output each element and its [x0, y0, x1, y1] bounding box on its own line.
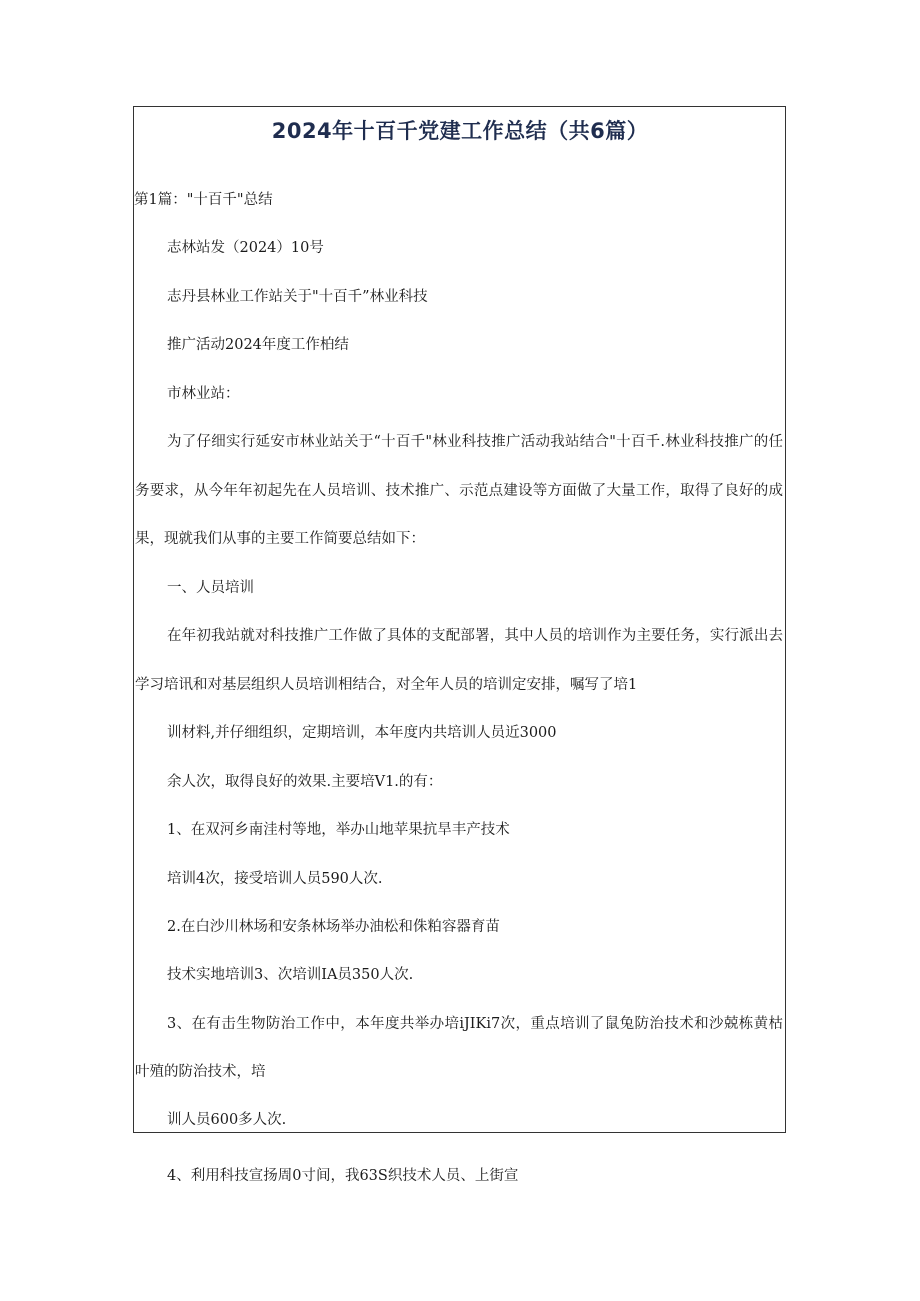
- list-item: 2.在白沙川林场和安条林场举办油松和侏粕容器育苗: [167, 919, 500, 935]
- list-item: 1、在双河乡南洼村等地，举办山地苹果抗旱丰产技术: [167, 822, 510, 838]
- paragraph-line: 余人次，取得良好的效果.主要培V1.的有：: [167, 774, 443, 790]
- subsection-heading: 一、人员培训: [167, 580, 254, 596]
- section-heading: 第1篇："十百千"总结: [134, 192, 273, 208]
- document-title: 2024年十百千党建工作总结（共6篇）: [271, 119, 649, 143]
- list-item: 3、在有击生物防治工作中，本年度共举办培iJIKi7次，重点培训了鼠兔防治技术和沙兢栋黄枯: [167, 1016, 783, 1032]
- report-title-line-1: 志丹县林业工作站关于"十百千”林业科技: [167, 289, 428, 305]
- paragraph-line: 为了仔细实行延安市林业站关于“十百千"林业科技推广活动我站结合"十百千.林业科技推广的任: [167, 434, 783, 450]
- paragraph-line: 务要求，从今年年初起先在人员培训、技术推广、示范点建设等方面做了大量工作，取得了良好的成: [135, 483, 783, 499]
- list-item-continuation: 叶殖的防治技术，培: [135, 1064, 266, 1080]
- report-title-line-2: 推广活动2024年度工作柏结: [167, 337, 349, 353]
- list-item-continuation: 培训4次，接受培训人员590人次.: [167, 871, 383, 887]
- document-number: 志林站发（2024）10号: [167, 240, 324, 256]
- paragraph-line: 在年初我站就对科技推广工作做了具体的支配部署，其中人员的培训作为主要任务，实行派出去: [167, 628, 783, 644]
- salutation: 市林业站：: [167, 386, 240, 402]
- paragraph-line: 果，现就我们从事的主要工作简要总结如下：: [135, 531, 425, 547]
- list-item: 4、利用科技宣扬周0寸间，我63S织技术人员、上街宣: [167, 1168, 519, 1184]
- list-item-continuation: 技术实地培训3、次培训IA员350人次.: [167, 967, 414, 983]
- paragraph-line: 训材料,并仔细组织，定期培训，本年度内共培训人员近3000: [167, 725, 557, 741]
- paragraph-line: 学习培讯和对基层组织人员培训相结合，对全年人员的培训定安排，嘱写了培1: [135, 677, 638, 693]
- list-item-continuation: 训人员600多人次.: [167, 1112, 287, 1128]
